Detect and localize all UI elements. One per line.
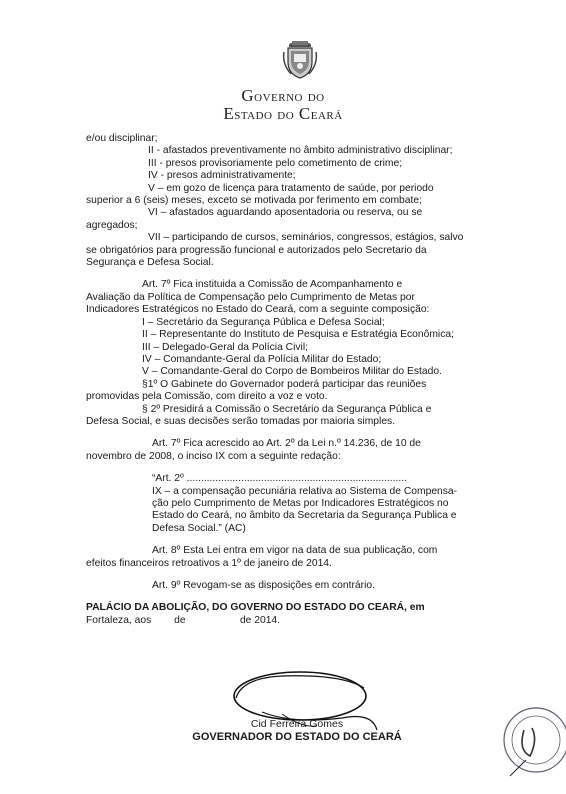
text-line: IX – a compensação pecuniária relativa ao Sistema de Compensa-	[152, 485, 458, 497]
text-line: Avaliação da Política de Compensação pelo Cumprimento de Metas por	[86, 291, 415, 303]
text-line: promovidas pela Comissão, com direito a voz e voto.	[86, 391, 328, 403]
header-line-2: ESTADO DO CEARÁ	[223, 104, 343, 123]
signatory-title: GOVERNADOR DO ESTADO DO CEARÁ	[192, 731, 402, 743]
text-line: Estado do Ceará, no âmbito da Secretaria da Segurança Publica e	[152, 510, 457, 522]
text-line: IV - presos administrativamente;	[148, 170, 296, 182]
palace-line: PALÁCIO DA ABOLIÇÃO, DO GOVERNO DO ESTADO DO CEARÁ, em	[86, 602, 425, 614]
document-body	[86, 133, 514, 627]
text-line: Segurança e Defesa Social.	[86, 257, 214, 269]
text-line: agregados;	[86, 219, 138, 231]
text-line: superior a 6 (seis) meses, exceto se motivada por ferimento em combate;	[86, 195, 422, 207]
text-line: VI – afastados aguardando aposentadoria ou reserva, ou se	[148, 207, 423, 219]
signatory-name: Cid Ferreira Gomes	[250, 718, 344, 730]
text-line: VII – participando de cursos, seminários, congressos, estágios, salvo	[148, 232, 464, 244]
quoted-amendment	[152, 473, 514, 535]
text-line: Defesa Social, e suas decisões serão tomadas por maioria simples.	[86, 415, 396, 427]
text-line: ção pelo Cumprimento de Metas por Indicadores Estratégicos no	[152, 497, 449, 509]
text-line: V – em gozo de licença para tratamento de saúde, por periodo	[148, 182, 434, 194]
text-line: III – Delegado-Geral da Polícia Civil;	[142, 341, 308, 353]
text-line: e/ou disciplinar;	[86, 133, 158, 144]
official-stamp	[496, 700, 566, 780]
text-line: Defesa Social.” (AC)	[152, 522, 246, 534]
text-line: novembro de 2008, o inciso IX com a seguinte redação:	[86, 450, 341, 462]
text-line: V – Comandante-Geral do Corpo de Bombeiros Militar do Estado.	[142, 366, 442, 378]
text-line: §1º O Gabinete do Governador poderá participar das reuniões	[142, 378, 427, 390]
date-line: Fortaleza, aos de de 2014.	[86, 614, 281, 626]
header-line-1: GOVERNO DO	[241, 86, 325, 105]
text-line: IV – Comandante-Geral da Polícia Militar do Estado;	[142, 353, 382, 365]
text-line: II – Representante do Instituto de Pesquisa e Estratégia Econômica;	[142, 329, 454, 341]
article-9-heading: Art. 9º Revogam-se as disposições em contrário.	[152, 580, 375, 591]
text-line: Indicadores Estratégicos no Estado do Ceará, com a seguinte composição:	[86, 304, 430, 316]
text-line: II - afastados preventivamente no âmbito administrativo disciplinar;	[148, 145, 453, 157]
text-line: “Art. 2º .............................................................................	[152, 473, 407, 485]
article-8-heading: Art. 8º Esta Lei entra em vigor na data de sua publicação, com	[152, 545, 438, 557]
handwritten-signature	[222, 668, 392, 764]
text-line: I – Secretário da Segurança Pública e Defesa Social;	[142, 316, 385, 328]
article-7-heading: Art. 7º Fica instituida a Comissão de Acompanhamento e	[142, 279, 403, 291]
text-line: III - presos provisoriamente pelo cometimento de crime;	[148, 157, 403, 169]
coat-of-arms-icon	[279, 38, 321, 80]
text-line: § 2º Presidirá a Comissão o Secretário da Segurança Pública e	[142, 403, 432, 415]
article-7-amendment-heading: Art. 7º Fica acrescido ao Art. 2º da Lei n.º 14.236, de 10 de	[152, 438, 421, 450]
text-line: se obrigatórios para progressão funcional e autorizados pelo Secretario da	[86, 244, 427, 256]
text-line: efeitos financeiros retroativos a 1º de janeiro de 2014.	[86, 557, 332, 569]
